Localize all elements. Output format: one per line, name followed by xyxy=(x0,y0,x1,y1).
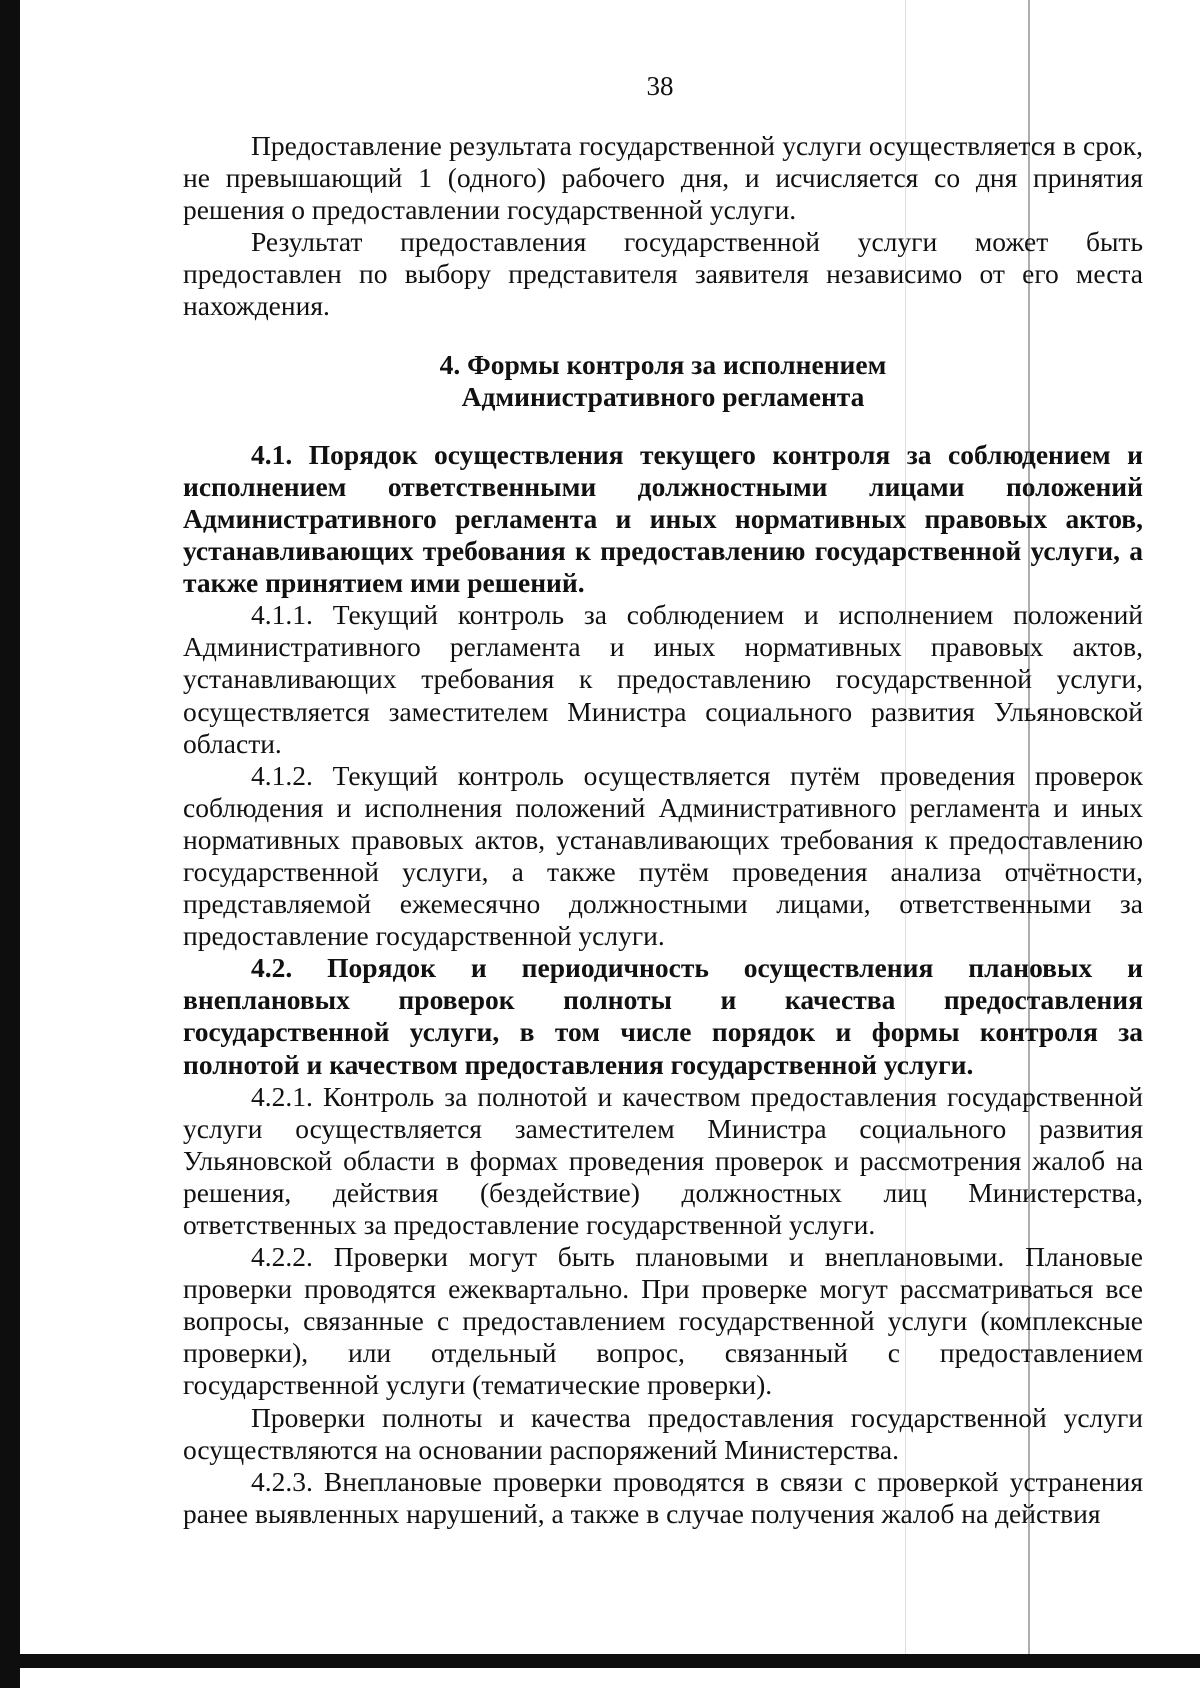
page-number: 38 xyxy=(646,71,674,101)
paragraph-result-delivery: Результат предоставления государственной услуги может быть предоставлен по выбору представителя заявителя независимо от его места нахождения. xyxy=(183,226,1143,322)
clause-4-2-1: 4.2.1. Контроль за полнотой и качеством предоставления государственной услуги осуществляется заместителем Министра социального развития Ульяновской области в формах проведения проверок и рассмотрения жалоб на решения, действия (бездействие) должностных лиц Министерства, ответственных за предоставление государственной услуги. xyxy=(183,1080,1143,1240)
clause-4-1-1: 4.1.1. Текущий контроль за соблюдением и исполнением положений Административного регламента и иных нормативных правовых актов, устанавливающих требования к предоставлению государственной услуги, осуществляется заместителем Министра социального развития Ульяновской области. xyxy=(183,599,1143,759)
scan-border-bottom xyxy=(0,1654,1200,1668)
document-body xyxy=(183,130,1143,1530)
section-heading-line-2: Административного регламента xyxy=(461,380,865,412)
clause-4-2-3: 4.2.3. Внеплановые проверки проводятся в связи с проверкой устранения ранее выявленных нарушений, а также в случае получения жалоб на действия xyxy=(183,1465,1143,1529)
clause-4-1-2: 4.1.2. Текущий контроль осуществляется путём проведения проверок соблюдения и исполнения положений Административного регламента и иных нормативных правовых актов, устанавливающих требования к предоставлению государственной услуги, а также путём проведения анализа отчётности, представляемой ежемесячно должностными лицами, ответственными за предоставление государственной услуги. xyxy=(183,759,1143,952)
clause-4-2: 4.2. Порядок и периодичность осуществления плановых и внеплановых проверок полноты и качества предоставления государственной услуги, в том числе порядок и формы контроля за полнотой и качеством предоставления государственной услуги. xyxy=(183,952,1143,1080)
clause-4-2-2: 4.2.2. Проверки могут быть плановыми и внеплановыми. Плановые проверки проводятся ежеквартально. При проверке могут рассматриваться все вопросы, связанные с предоставлением государственной услуги (комплексные проверки), или отдельный вопрос, связанный с предоставлением государственной услуги (тематические проверки). xyxy=(183,1241,1143,1401)
scan-border-left xyxy=(0,0,20,1688)
section-heading xyxy=(183,323,1143,439)
section-heading-line-1: 4. Формы контроля за исполнением xyxy=(439,348,887,380)
paragraph-result-deadline: Предоставление результата государственной услуги осуществляется в срок, не превышающий 1 (одного) рабочего дня, и исчисляется со дня принятия решения о предоставлении государственной услуги. xyxy=(183,130,1143,226)
paragraph-inspections-basis: Проверки полноты и качества предоставления государственной услуги осуществляются на основании распоряжений Министерства. xyxy=(183,1401,1143,1465)
clause-4-1: 4.1. Порядок осуществления текущего контроля за соблюдением и исполнением ответственными должностными лицами положений Административного регламента и иных нормативных правовых актов, устанавливающих требования к предоставлению государственной услуги, а также принятием ими решений. xyxy=(183,438,1143,599)
